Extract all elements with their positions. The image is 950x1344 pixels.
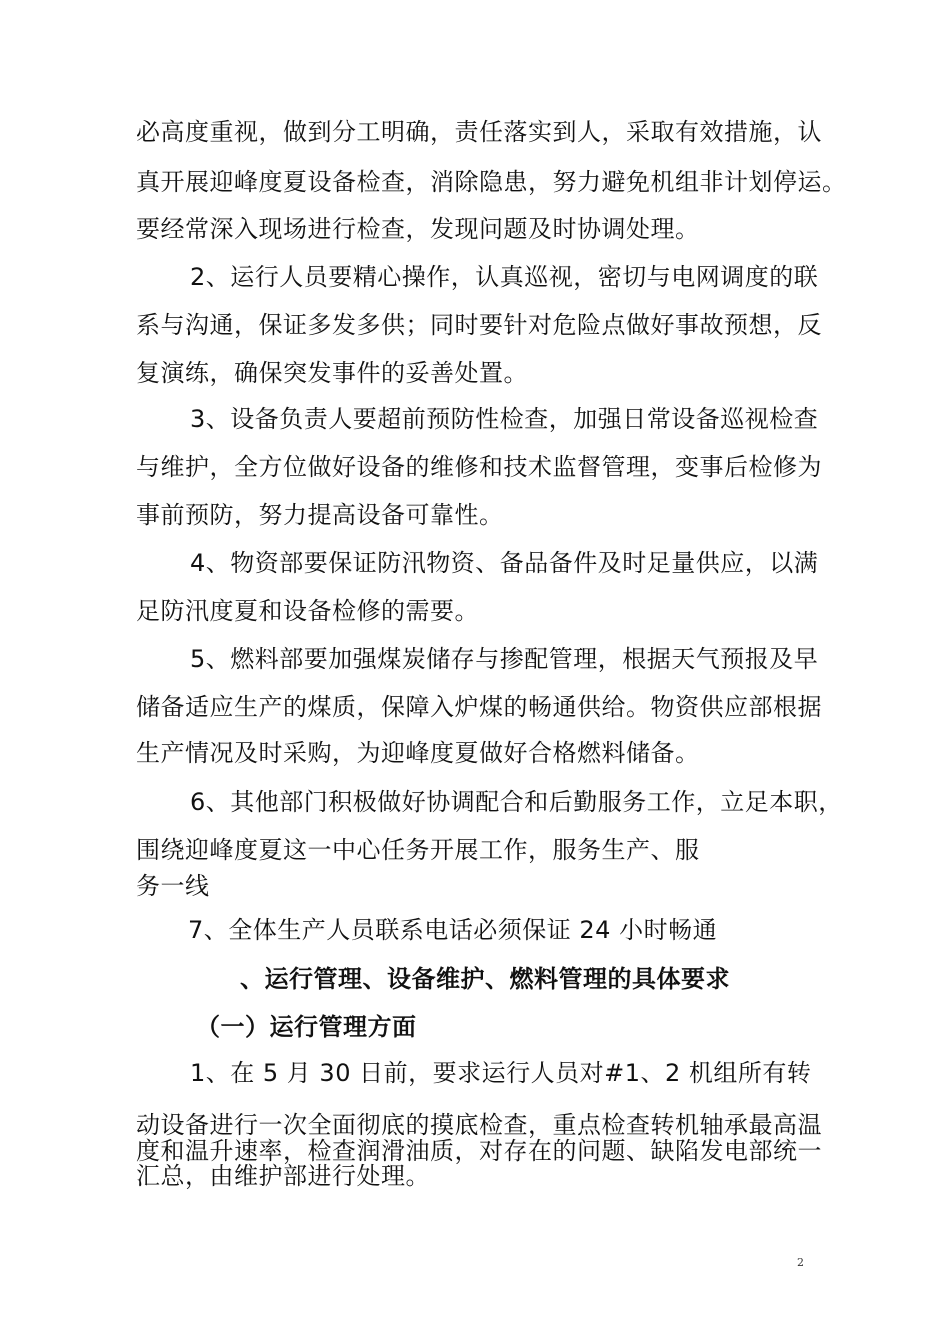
text-line: 汇总，由维护部进行处理。: [136, 1162, 430, 1190]
section-heading: 、运行管理、设备维护、燃料管理的具体要求: [240, 965, 730, 993]
text-line: 系与沟通，保证多发多供；同时要针对危险点做好事故预想，反: [136, 311, 822, 339]
text-line: 要经常深入现场进行检查，发现问题及时协调处理。: [136, 215, 700, 243]
paragraph-item-1-line: 1、在 5 月 30 日前，要求运行人员对#1、2 机组所有转: [190, 1059, 812, 1087]
paragraph-4-line: 4、物资部要保证防汛物资、备品备件及时足量供应，以满: [190, 549, 819, 577]
paragraph-2-line: 2、运行人员要精心操作，认真巡视，密切与电网调度的联: [190, 263, 819, 291]
text-line: 真开展迎峰度夏设备检查，消除隐患，努力避免机组非计划停运。: [136, 168, 847, 196]
text-line: 度和温升速率，检查润滑油质，对存在的问题、缺陷发电部统一: [136, 1137, 822, 1165]
text-line: 生产情况及时采购，为迎峰度夏做好合格燃料储备。: [136, 739, 700, 767]
paragraph-3-line: 3、设备负责人要超前预防性检查，加强日常设备巡视检查: [190, 405, 819, 433]
paragraph-5-line: 5、燃料部要加强煤炭储存与掺配管理，根据天气预报及早: [190, 645, 819, 673]
text-line: 必高度重视，做到分工明确，责任落实到人，采取有效措施，认: [136, 118, 822, 146]
text-line: 务一线: [136, 872, 210, 900]
text-line: 事前预防，努力提高设备可靠性。: [136, 501, 504, 529]
page-number: 2: [797, 1256, 804, 1269]
text-line: 与维护，全方位做好设备的维修和技术监督管理，变事后检修为: [136, 453, 822, 481]
paragraph-7-line: 7、全体生产人员联系电话必须保证 24 小时畅通: [188, 916, 718, 944]
paragraph-6-line: 6、其他部门积极做好协调配合和后勤服务工作，立足本职，: [190, 788, 843, 816]
subsection-heading: （一）运行管理方面: [196, 1013, 417, 1041]
text-line: 复演练，确保突发事件的妥善处置。: [136, 359, 528, 387]
text-line: 储备适应生产的煤质，保障入炉煤的畅通供给。物资供应部根据: [136, 693, 822, 721]
text-line: 围绕迎峰度夏这一中心任务开展工作，服务生产、服: [136, 836, 700, 864]
text-line: 动设备进行一次全面彻底的摸底检查，重点检查转机轴承最高温: [136, 1111, 822, 1139]
text-line: 足防汛度夏和设备检修的需要。: [136, 597, 479, 625]
